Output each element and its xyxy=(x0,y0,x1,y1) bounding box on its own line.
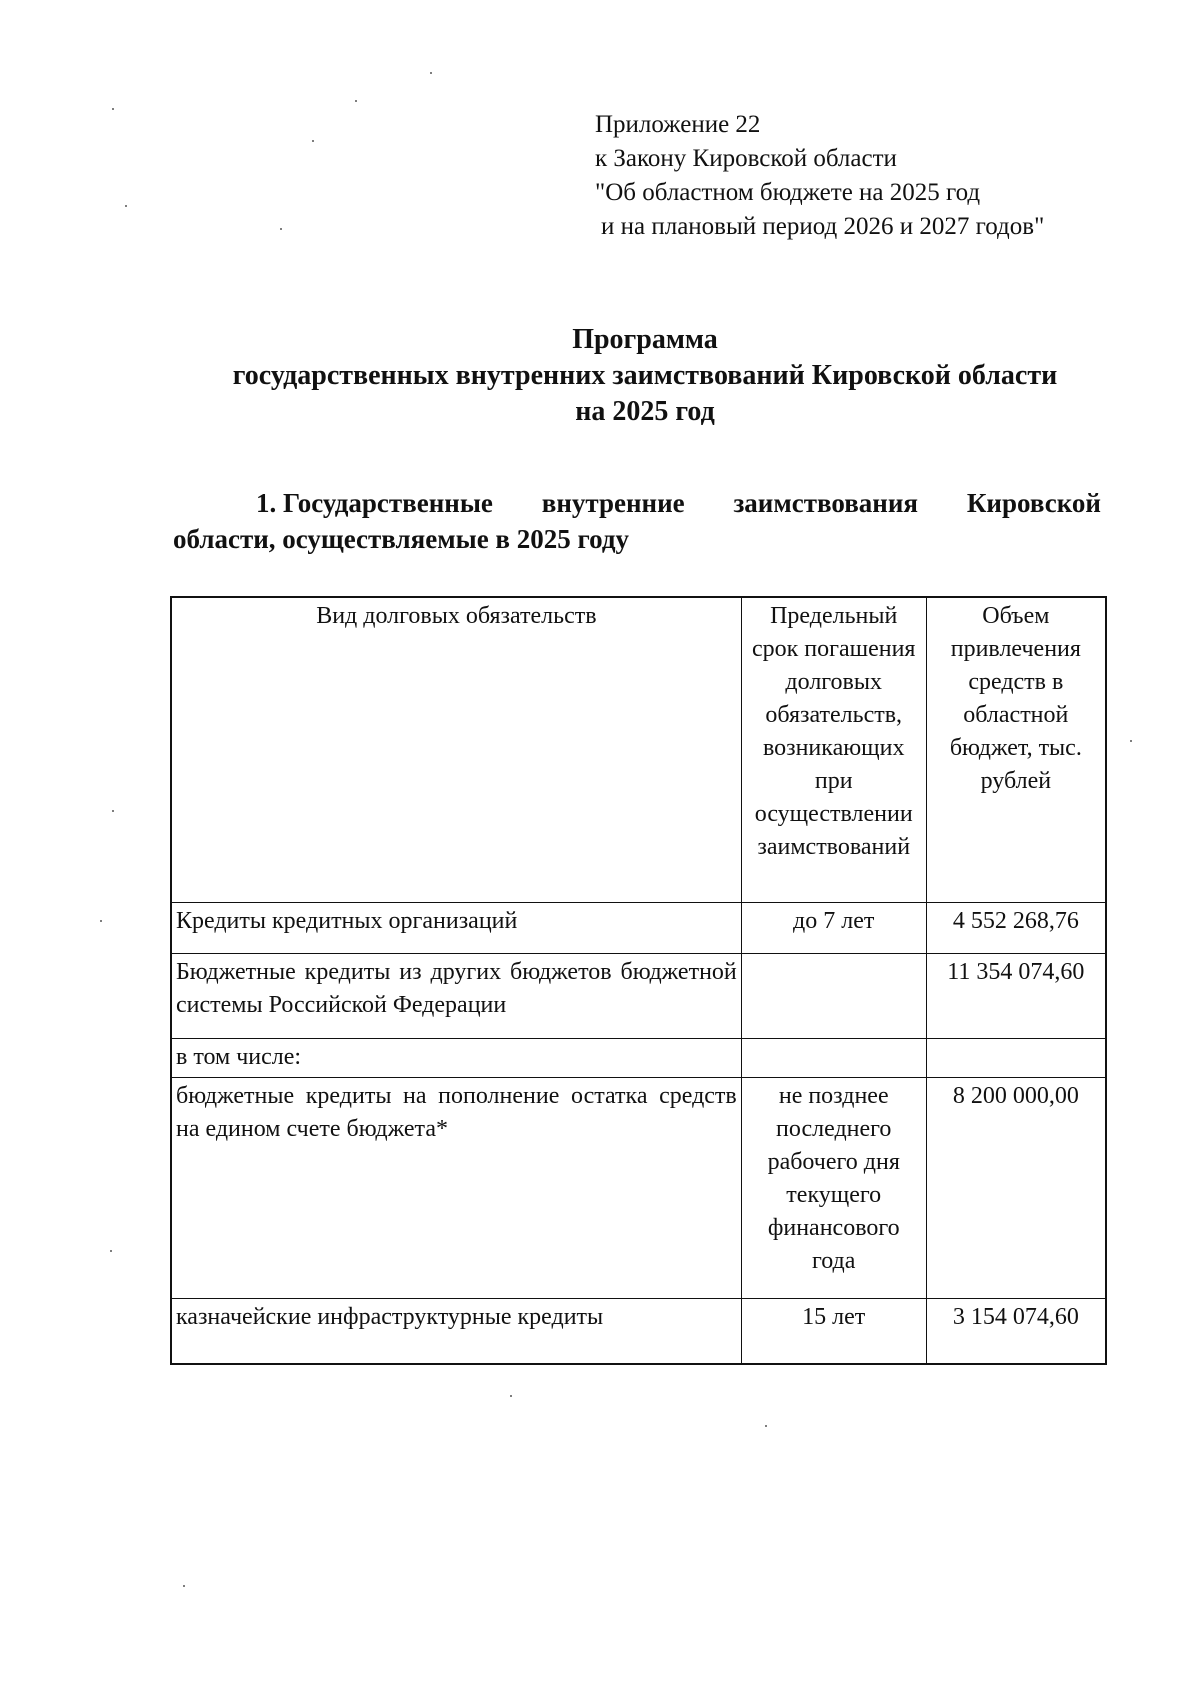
section-heading-line-1 xyxy=(173,485,1101,521)
borrowings-table xyxy=(170,596,1107,1365)
table-row xyxy=(171,954,1106,1039)
section-word: Государственные xyxy=(283,488,493,518)
document-title xyxy=(150,322,1140,430)
section-heading-line-2: области, осуществляемые в 2025 году xyxy=(173,524,629,554)
table-row xyxy=(171,1039,1106,1078)
row-term: не позднее последнего рабочего дня текущего финансового года xyxy=(741,1078,926,1299)
table-header-row xyxy=(171,597,1106,903)
table-row xyxy=(171,903,1106,954)
row-name: в том числе: xyxy=(171,1039,741,1078)
appendix-line-4: и на плановый период 2026 и 2027 годов" xyxy=(601,213,1045,240)
row-name: Бюджетные кредиты из других бюджетов бюджетной системы Российской Федерации xyxy=(171,954,741,1039)
section-number: 1. xyxy=(256,488,277,518)
row-term xyxy=(741,954,926,1039)
appendix-reference xyxy=(595,108,1155,244)
table-row xyxy=(171,1078,1106,1299)
scan-speck xyxy=(280,228,282,230)
row-amount: 4 552 268,76 xyxy=(926,903,1106,954)
title-line-2: государственных внутренних заимствований Кировской области xyxy=(232,360,1058,391)
table-row xyxy=(171,1299,1106,1365)
row-term: до 7 лет xyxy=(741,903,926,954)
scan-speck xyxy=(183,1585,185,1587)
header-kind: Вид долговых обязательств xyxy=(171,597,741,903)
scan-speck xyxy=(355,100,357,102)
appendix-line-1: Приложение 22 xyxy=(595,111,761,138)
row-name: Кредиты кредитных организаций xyxy=(171,903,741,954)
scan-speck xyxy=(312,140,314,142)
scan-speck xyxy=(510,1395,512,1397)
scan-speck xyxy=(125,205,127,207)
scan-speck xyxy=(765,1425,767,1427)
scan-speck xyxy=(430,72,432,74)
row-amount: 8 200 000,00 xyxy=(926,1078,1106,1299)
title-line-3: на 2025 год xyxy=(575,396,715,427)
row-name: казначейские инфраструктурные кредиты xyxy=(171,1299,741,1365)
scan-speck xyxy=(100,920,102,922)
header-amount: Объем привлечения средств в областной бюджет, тыс. рублей xyxy=(926,597,1106,903)
appendix-line-3: "Об областном бюджете на 2025 год xyxy=(595,179,981,206)
scan-speck xyxy=(1130,740,1132,742)
section-heading xyxy=(173,485,1101,557)
section-number-and-word xyxy=(256,485,493,521)
scan-speck xyxy=(112,810,114,812)
row-term xyxy=(741,1039,926,1078)
section-word: внутренние xyxy=(541,488,685,518)
row-amount: 11 354 074,60 xyxy=(926,954,1106,1039)
appendix-line-2: к Закону Кировской области xyxy=(595,145,897,172)
scan-speck xyxy=(110,1250,112,1252)
scan-speck xyxy=(112,108,114,110)
header-term: Предельный срок погашения долговых обязательств, возникающих при осуществлении заимствований xyxy=(741,597,926,903)
title-line-1: Программа xyxy=(572,324,718,355)
section-word: заимствования xyxy=(733,488,919,518)
row-amount xyxy=(926,1039,1106,1078)
row-amount: 3 154 074,60 xyxy=(926,1299,1106,1365)
section-word: Кировской xyxy=(966,488,1101,518)
row-name: бюджетные кредиты на пополнение остатка средств на едином счете бюджета* xyxy=(171,1078,741,1299)
row-term: 15 лет xyxy=(741,1299,926,1365)
